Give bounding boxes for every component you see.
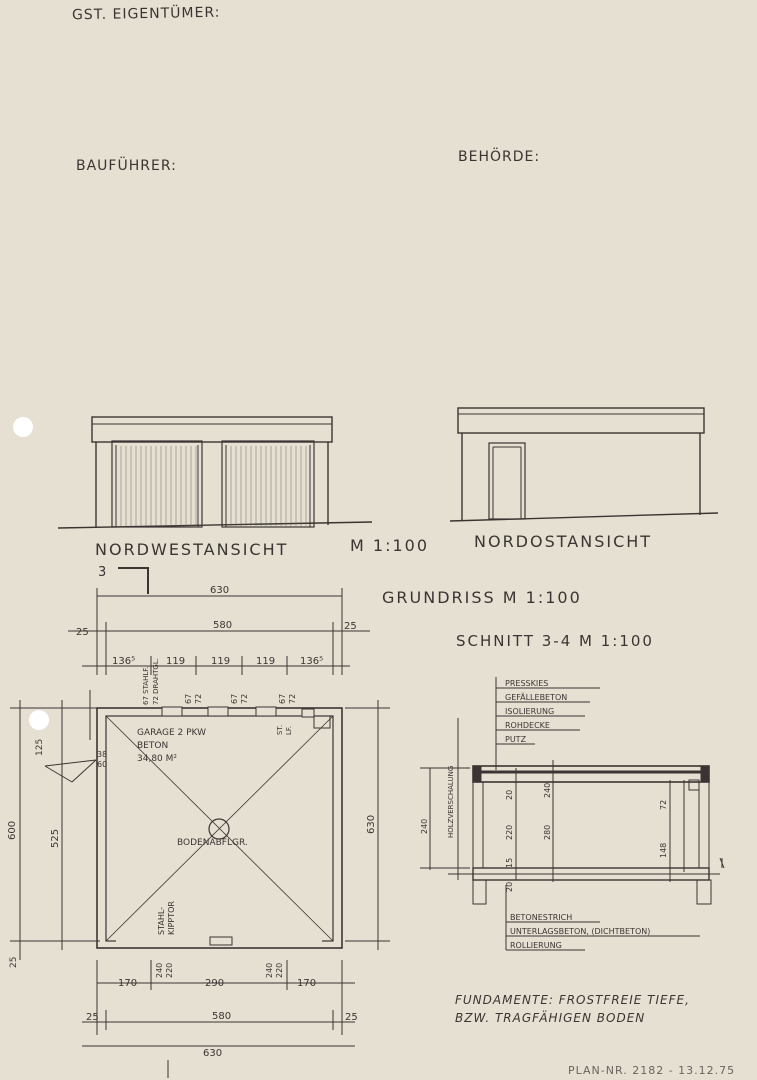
section-dim-5: 240 — [543, 782, 552, 798]
dim-bottom-seg-1: 170 — [118, 978, 138, 989]
foundation-note-line1: FUNDAMENTE: FROSTFREIE TIEFE, — [455, 993, 690, 1007]
post-dim-left-b: 220 — [165, 962, 174, 978]
section-drawing — [420, 677, 724, 950]
wall-dim-60: 60 — [97, 760, 108, 769]
window-dim-b2: 72 — [240, 693, 249, 704]
northeast-elevation — [450, 408, 718, 521]
section-dim-9: 20 — [505, 881, 514, 892]
section-mark-3 — [118, 568, 148, 594]
builder-label: BAUFÜHRER: — [76, 158, 177, 174]
floor-layer-2: UNTERLAGSBETON, (DICHTBETON) — [510, 927, 651, 936]
dim-bottom-inner: 580 — [212, 1011, 232, 1022]
window-dim-b3: 72 — [288, 693, 297, 704]
section-mark: 3 — [98, 565, 108, 580]
dim-top-seg-3: 119 — [211, 656, 231, 667]
section-dim-6: 72 — [659, 799, 668, 810]
roof-layer-2: GEFÄLLEBETON — [505, 693, 568, 702]
floor-layer-3: ROLLIERUNG — [510, 941, 562, 950]
dim-left-600: 600 — [7, 820, 18, 840]
dim-top-edge-left: 25 — [76, 627, 89, 638]
floor-layer-1: BETONESTRICH — [510, 913, 573, 922]
section-dim-3: 20 — [505, 789, 514, 800]
roof-layer-3: ISOLIERUNG — [505, 707, 555, 716]
post-dim-right-b: 220 — [275, 962, 284, 978]
side-cladding-label: HOLZVERSCHALUNG — [447, 765, 455, 838]
plan-stamp: PLAN-NR. 2182 - 13.12.75 — [568, 1064, 736, 1077]
window-dim-a2: 67 — [230, 693, 239, 704]
section-dim-7: 148 — [659, 842, 668, 858]
dim-top-seg-2: 119 — [166, 656, 186, 667]
dim-bottom-edge-right: 25 — [345, 1012, 358, 1023]
st-label-2: LF. — [285, 725, 293, 735]
dim-top-overall: 630 — [210, 585, 230, 596]
dim-bottom-seg-3: 170 — [297, 978, 317, 989]
post-dim-left-a: 240 — [155, 962, 164, 978]
room-material: BETON — [137, 741, 169, 751]
section-dim-1: 240 — [420, 818, 429, 834]
dim-bottom-overall: 630 — [203, 1048, 223, 1059]
elevation-scale: M 1:100 — [350, 536, 429, 555]
roof-layer-4: ROHDECKE — [505, 721, 550, 730]
door-label-1: STAHL- — [157, 906, 166, 935]
dim-left-25: 25 — [9, 956, 19, 968]
dim-top-inner: 580 — [213, 620, 233, 631]
section-title: SCHNITT 3-4 M 1:100 — [456, 632, 654, 650]
post-dim-right-a: 240 — [265, 962, 274, 978]
dim-bottom-seg-2: 290 — [205, 978, 225, 989]
room-area: 34,80 M² — [137, 754, 177, 764]
wall-dim-125: 125 — [35, 738, 45, 756]
st-label-1: ST. — [276, 724, 284, 735]
section-dim-4: 280 — [543, 824, 552, 840]
dim-top-edge-right: 25 — [344, 621, 357, 632]
window-dim-a1: 67 — [184, 693, 193, 704]
floor-plan — [10, 588, 390, 1078]
dim-top-seg-5: 136⁵ — [300, 656, 324, 667]
roof-layer-5: PUTZ — [505, 735, 527, 744]
section-annotations — [420, 679, 668, 950]
roof-layer-1: PRESSKIES — [505, 679, 549, 688]
section-dim-2: 220 — [505, 824, 514, 840]
door-label-2: KIPPTOR — [167, 901, 176, 935]
drain-label: BODENABFLGR. — [177, 838, 248, 848]
wall-dim-38: 38 — [97, 750, 108, 759]
dim-bottom-edge-left: 25 — [86, 1012, 99, 1023]
window-label-2: 72 DRAHTGL. — [152, 658, 160, 705]
foundation-note-line2: BZW. TRAGFÄHIGEN BODEN — [455, 1011, 646, 1025]
dim-top-seg-4: 119 — [256, 656, 276, 667]
window-dim-a3: 67 — [278, 693, 287, 704]
floorplan-title: GRUNDRISS M 1:100 — [382, 588, 582, 607]
window-label-1: 67 STAHLF. — [142, 666, 150, 705]
dim-top-seg-1: 136⁵ — [112, 656, 136, 667]
northwest-elevation — [58, 417, 372, 528]
northeast-elevation-title: NORDOSTANSICHT — [474, 532, 653, 551]
section-dim-8: 15 — [505, 857, 514, 868]
dim-left-525: 525 — [50, 828, 61, 848]
room-name: GARAGE 2 PKW — [137, 728, 207, 738]
window-dim-b1: 72 — [194, 693, 203, 704]
northwest-elevation-title: NORDWESTANSICHT — [95, 540, 289, 559]
authority-label: BEHÖRDE: — [458, 149, 541, 165]
owner-label: GST. EIGENTÜMER: — [71, 4, 221, 24]
dim-right-630: 630 — [366, 814, 377, 834]
